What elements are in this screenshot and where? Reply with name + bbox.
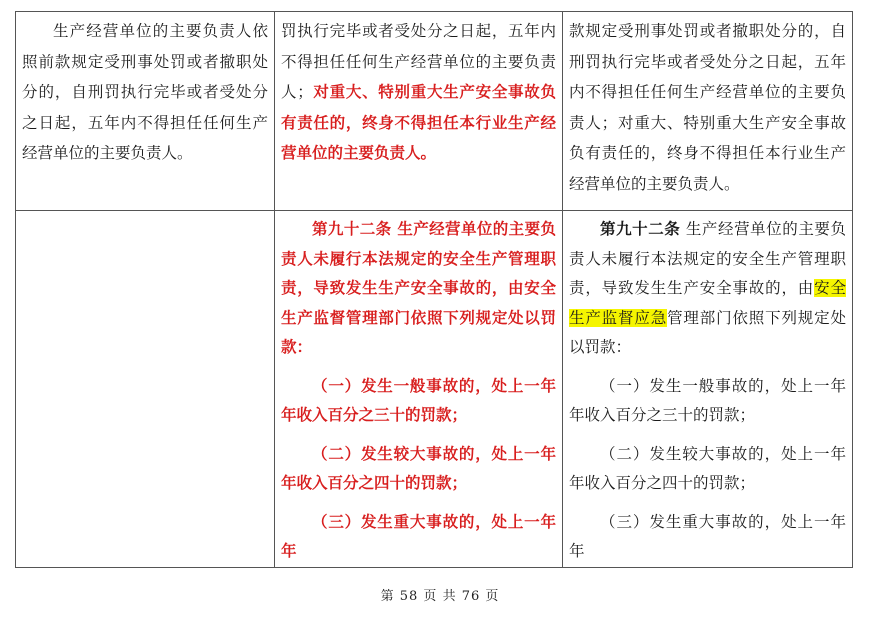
- article-item-1: （一）发生一般事故的，处上一年年收入百分之三十的罚款；: [281, 376, 556, 424]
- table-cell-empty: [16, 211, 275, 568]
- page-number: 第 58 页 共 76 页: [380, 589, 500, 604]
- article-text: 管理部门依照下列规定处以罚款：: [569, 308, 846, 356]
- article-text: 生产经营单位的主要负责人未履行本法规定的安全生产管理职责，导致发生生产安全事故的，由: [569, 220, 846, 297]
- table-cell-draft-text: [275, 12, 563, 211]
- highlighted-text: 安全生产监督应急: [569, 279, 846, 327]
- article-item-3: （三）发生重大事故的，处上一年年: [281, 512, 556, 560]
- article-item-1: （一）发生一般事故的，处上一年年收入百分之三十的罚款；: [569, 376, 846, 424]
- table-row: [16, 211, 853, 568]
- paragraph: 款规定受刑事处罚或者撤职处分的，自刑罚执行完毕或者受处分之日起，五年内不得担任任何生产经营单位的主要负责人；对重大、特别重大生产安全事故负有责任的，终身不得担任本行业生产经营单位的主要负责人。: [569, 22, 846, 193]
- table-row: [16, 12, 853, 211]
- article-number: 第九十二条: [600, 220, 681, 238]
- comparison-table: [15, 11, 853, 568]
- paragraph: [281, 16, 556, 169]
- table-cell-new-text: [563, 211, 853, 568]
- article-92-heading: [569, 215, 846, 363]
- article-92-heading: 第九十二条 生产经营单位的主要负责人未履行本法规定的安全生产管理职责，导致发生生产安全事故的，由安全生产监督管理部门依照下列规定处以罚款：: [281, 220, 556, 356]
- paragraph-text: 罚执行完毕或者受处分之日起，五年内不得担任任何生产经营单位的主要负责人；: [281, 22, 556, 101]
- table-cell-new-text: [563, 12, 853, 211]
- amended-text: 对重大、特别重大生产安全事故负有责任的，终身不得担任本行业生产经营单位的主要负责人。: [281, 83, 556, 162]
- paragraph: 生产经营单位的主要负责人依照前款规定受刑事处罚或者撤职处分的，自刑罚执行完毕或者受处分之日起，五年内不得担任任何生产经营单位的主要负责人。: [22, 22, 268, 162]
- article-item-2: （二）发生较大事故的，处上一年年收入百分之四十的罚款；: [281, 444, 556, 492]
- table-cell-draft-text: [275, 211, 563, 568]
- table-cell-old-text: [16, 12, 275, 211]
- article-item-3: （三）发生重大事故的，处上一年年: [569, 512, 846, 560]
- article-item-2: （二）发生较大事故的，处上一年年收入百分之四十的罚款；: [569, 444, 846, 492]
